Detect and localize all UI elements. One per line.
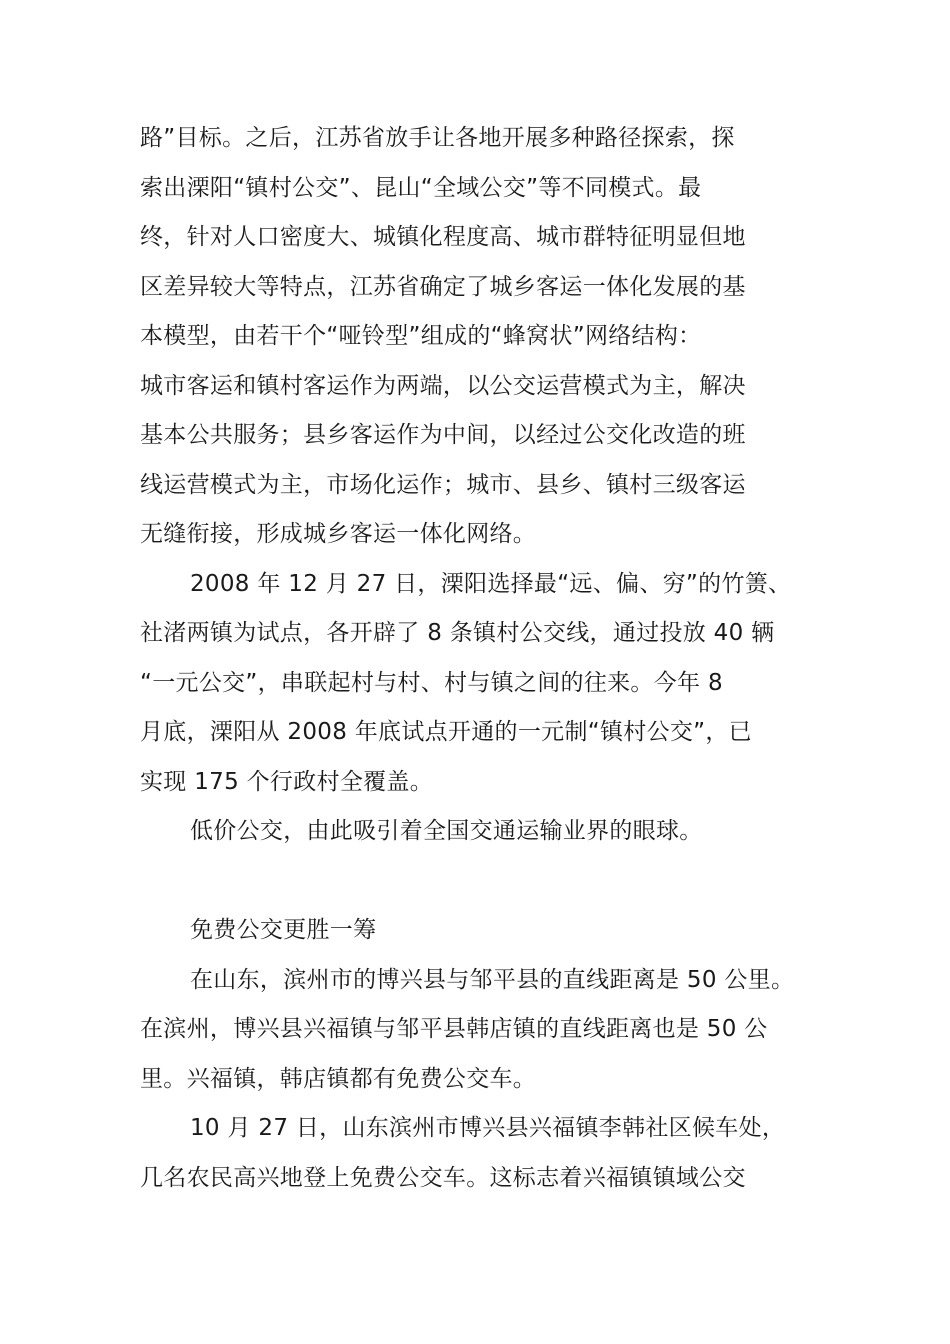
text-line: “一元公交”，串联起村与村、村与镇之间的往来。今年 8 — [140, 669, 723, 696]
text-line: 月底，溧阳从 2008 年底试点开通的一元制“镇村公交”，已 — [140, 719, 752, 745]
section-heading: 免费公交更胜一筹 — [190, 917, 377, 943]
text-line: 基本公共服务；县乡客运作为中间，以经过公交化改造的班 — [140, 422, 746, 448]
text-line: 索出溧阳“镇村公交”、昆山“全域公交”等不同模式。最 — [140, 174, 702, 201]
text-line: 在山东，滨州市的博兴县与邹平县的直线距离是 50 公里。 — [190, 966, 795, 993]
text-line: 区差异较大等特点，江苏省确定了城乡客运一体化发展的基 — [140, 273, 746, 300]
text-line: 10 月 27 日，山东滨州市博兴县兴福镇李韩社区候车处， — [190, 1115, 786, 1141]
text-line: 本模型，由若干个“哑铃型”组成的“蜂窝状”网络结构： — [140, 323, 702, 349]
text-line: 路”目标。之后，江苏省放手让各地开展多种路径探索，探 — [140, 125, 735, 151]
text-line: 无缝衔接，形成城乡客运一体化网络。 — [140, 521, 537, 547]
text-line: 2008 年 12 月 27 日，溧阳选择最“远、偏、穷”的竹箦、 — [190, 570, 792, 597]
text-line: 城市客运和镇村客运作为两端，以公交运营模式为主，解决 — [140, 372, 746, 399]
text-line: 在滨州，博兴县兴福镇与邹平县韩店镇的直线距离也是 50 公 — [140, 1016, 768, 1042]
paragraph-gap — [140, 857, 830, 907]
text-line: 几名农民高兴地登上免费公交车。这标志着兴福镇镇域公交 — [140, 1164, 746, 1191]
article-body — [140, 114, 830, 1203]
text-line: 低价公交，由此吸引着全国交通运输业界的眼球。 — [190, 818, 703, 844]
text-line: 终，针对人口密度大、城镇化程度高、城市群特征明显但地 — [140, 224, 746, 250]
text-line: 里。兴福镇，韩店镇都有免费公交车。 — [140, 1065, 537, 1092]
text-line: 社渚两镇为试点，各开辟了 8 条镇村公交线，通过投放 40 辆 — [140, 620, 775, 646]
text-line: 线运营模式为主，市场化运作；城市、县乡、镇村三级客运 — [140, 471, 746, 498]
text-line: 实现 175 个行政村全覆盖。 — [140, 768, 434, 795]
